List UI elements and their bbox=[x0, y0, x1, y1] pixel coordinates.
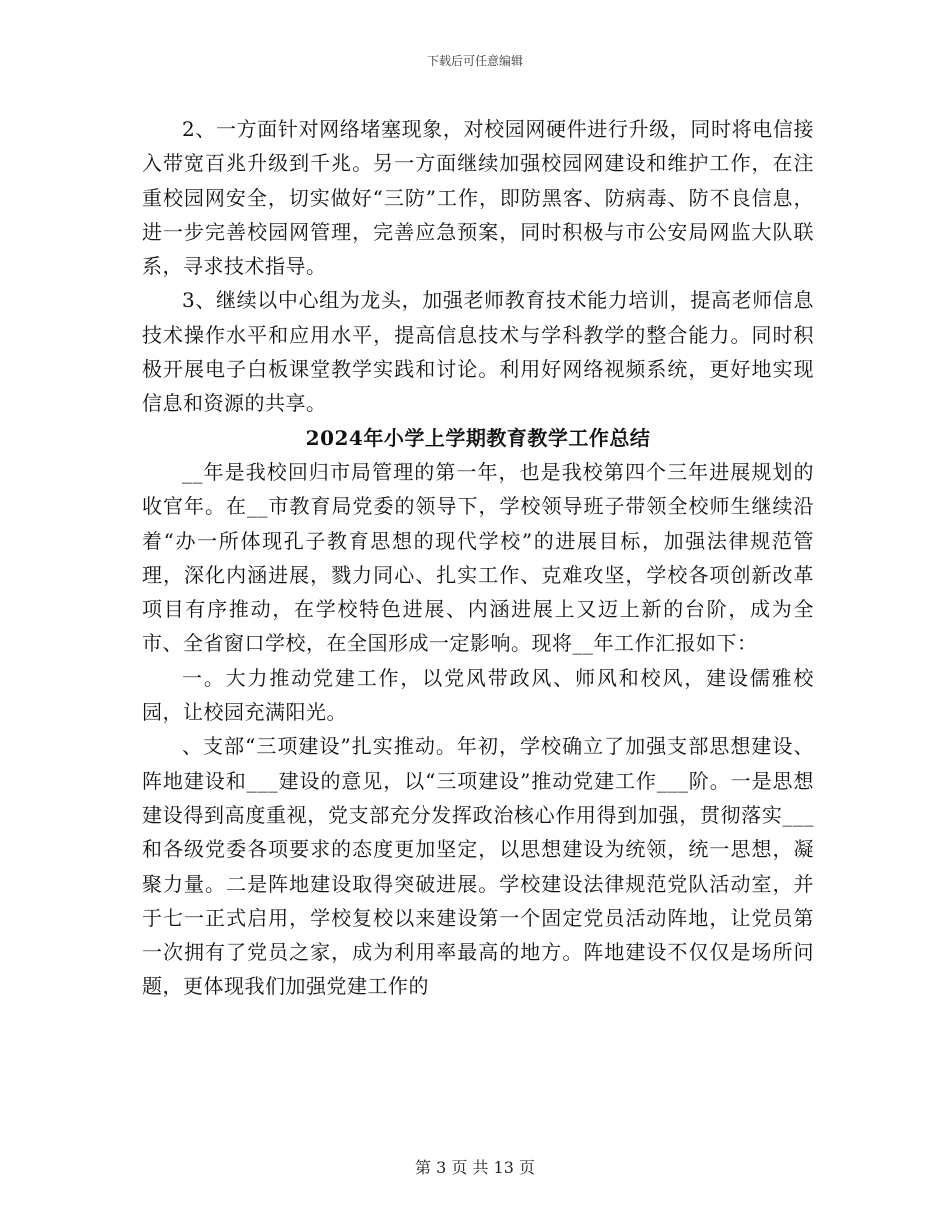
page-number: 第 3 页 共 13 页 bbox=[415, 1158, 535, 1177]
paragraph-intro: __年是我校回归市局管理的第一年，也是我校第四个三年进展规划的收官年。在__市教育局党委的领导下，学校领导班子带领全校师生继续沿着“办一所体现孔子教育思想的现代学校”的进展目标，加强法律规范管理，深化内涵进展，戮力同心、扎实工作、克难攻坚，学校各项创新改革项目有序推动，在学校特色进展、内涵进展上又迈上新的台阶，成为全市、全省窗口学校，在全国形成一定影响。现将__年工作汇报如下： bbox=[142, 459, 814, 656]
paragraph-teacher-training: 3、继续以中心组为龙头，加强老师教育技术能力培训，提高老师信息技术操作水平和应用水平，提高信息技术与学科教学的整合能力。同时积极开展电子白板课堂教学实践和讨论。利用好网络视频系统，更好地实现信息和资源的共享。 bbox=[142, 288, 814, 416]
document-body bbox=[142, 112, 814, 1004]
paragraph-party-building: 一。大力推动党建工作，以党风带政风、师风和校风，建设儒雅校园，让校园充满阳光。 bbox=[142, 665, 814, 725]
paragraph-three-constructions: 、支部“三项建设”扎实推动。年初，学校确立了加强支部思想建设、阵地建设和___建设的意见，以“三项建设”推动党建工作___阶。一是思想建设得到高度重视，党支部充分发挥政治核心作用得到加强，贯彻落实___和各级党委各项要求的态度更加坚定，以思想建设为统领，统一思想，凝聚力量。二是阵地建设取得突破进展。学校建设法律规范党队活动室，并于七一正式启用，学校复校以来建设第一个固定党员活动阵地，让党员第一次拥有了党员之家，成为利用率最高的地方。阵地建设不仅仅是场所问题，更体现我们加强党建工作的 bbox=[142, 734, 814, 999]
section-title: 2024年小学上学期教育教学工作总结 bbox=[305, 425, 651, 450]
header-note: 下载后可任意编辑 bbox=[426, 54, 523, 68]
paragraph-network-upgrade: 2、一方面针对网络堵塞现象，对校园网硬件进行升级，同时将电信接入带宽百兆升级到千兆。另一方面继续加强校园网建设和维护工作，在注重校园网安全，切实做好“三防”工作，即防黑客、防病毒、防不良信息，进一步完善校园网管理，完善应急预案，同时积极与市公安局网监大队联系，寻求技术指导。 bbox=[142, 117, 814, 279]
